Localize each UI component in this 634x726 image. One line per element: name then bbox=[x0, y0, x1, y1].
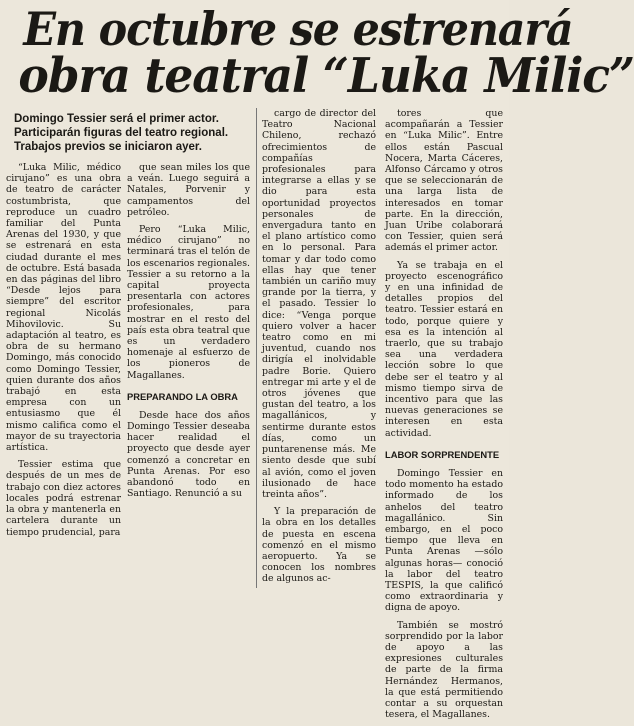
paragraph: cargo de director del Teatro Nacional Chileno, rechazó ofrecimientos de compañías profesionales para integrarse a ellas y se dio para esta oportunidad proyectos personales de envergadura tanto en el plano artístico como en lo personal. Para tomar y dar todo como ellas hay que tener también un cariño muy grande por la tierra, y el pasado. Tessier lo dice: “Venga porque quiero volver a hacer teatro como en mi juventud, cuando nos dirigía el inolvidable padre Borie. Quiero entregar mi arte y el de otros jóvenes que gustan del teatro, a los magallánicos, y sentirme durante estos días, como un puntarenense más. Me siento desde que subí al avión, como el joven ilusionado de hace treinta años”. bbox=[262, 108, 376, 500]
deck-line-3: Trabajos previos se iniciaron ayer. bbox=[14, 141, 202, 153]
paragraph: Pero “Luka Milic, médico cirujano” no terminará tras el telón de los escenarios regionales. Tessier a su retorno a la capital proyecta presentarla con actores profesionales, para mostrar en el resto del país esta obra teatral que es un verdadero homenaje al esfuerzo de los pioneros de Magallanes. bbox=[127, 224, 250, 381]
deck-line-2: Participarán figuras del teatro regional. bbox=[14, 127, 229, 139]
subheading-labor: LABOR SORPRENDENTE bbox=[385, 448, 500, 460]
paragraph: que sean miles los que a veán. Luego seguirá a Natales, Porvenir y campamentos del petróleo. bbox=[127, 162, 250, 218]
paragraph: Ya se trabaja en el proyecto escenográfico y en una infinidad de detalles propios del teatro. Tessier estará en todo, porque quiere y esa es la intención al traerlo, que su trabajo sea una verdadera lección sobre lo que debe ser el teatro y al mismo tiempo sirva de incentivo para que las nuevas generaciones se interesen en esta actividad. bbox=[385, 259, 503, 439]
deck bbox=[14, 112, 250, 154]
paragraph: Desde hace dos años Domingo Tessier deseaba hacer realidad el proyecto que desde ayer comenzó a concretar en Punta Arenas. Por eso abandonó todo en Santiago. Renunció a su bbox=[127, 409, 250, 500]
paragraph: “Luka Milic, médico cirujano” es una obra de teatro de carácter costumbrista, que reproduce un cuadro familiar del Punta Arenas del 1930, y que se estrenará en esta ciudad durante el mes de octubre. Está basada en das páginas del libro “Desde lejos para siempre” del escritor regional Nicolás Mihovilovic. Su adaptación al teatro, es obra de su hermano Domingo, más conocido como Domingo Tessier, quien durante dos años trabajó en esta empresa con un entusiasmo que él mismo califica como el mayor de su trayectoria artística. bbox=[6, 162, 121, 454]
paragraph: Domingo Tessier en todo momento ha estado informado de los anhelos del teatro magallánico. Sin embargo, en el poco tiempo que lleva en Punta Arenas —sólo algunas horas— conoció la labor del teatro TESPIS, la que calificó como extraordinaria y digna de apoyo. bbox=[385, 467, 503, 614]
deck-line-1: Domingo Tessier será el primer actor. bbox=[14, 113, 219, 125]
column-3 bbox=[262, 108, 376, 591]
paragraph: Y la preparación de la obra en los detalles de puesta en escena comenzó en el mismo aeropuerto. Ya se conocen los nombres de algunos ac- bbox=[262, 506, 376, 585]
headline-line-2: obra teatral “Luka Milic” bbox=[18, 48, 634, 104]
paragraph: Tessier estima que después de un mes de trabajo con diez actores locales podrá estrenar la obra y mantenerla en cartelera durante un tiempo prudencial, para bbox=[6, 459, 121, 538]
subheading-preparando: PREPARANDO LA OBRA bbox=[127, 390, 238, 402]
paragraph: También se mostró sorprendido por la labor de apoyo a las expresiones culturales de parte de la firma Hernández Hermanos, la que está permitiendo contar a su orquestan tesera, el Magallanes. bbox=[385, 619, 503, 721]
column-4 bbox=[385, 108, 503, 726]
column-1 bbox=[6, 162, 121, 544]
paragraph: tores que acompañarán a Tessier en “Luka Milic”. Entre ellos están Pascual Nocera, Marta Cáceres, Alfonso Cárcamo y otros que se seleccionarán de una larga lista de interesados en tomar parte. En la dirección, Juan Uribe colaborará con Tessier, quien será además el primer actor. bbox=[385, 108, 503, 254]
column-rule bbox=[256, 108, 257, 588]
column-2 bbox=[127, 162, 250, 505]
headline-line-1: En octubre se estrenará bbox=[23, 2, 573, 56]
